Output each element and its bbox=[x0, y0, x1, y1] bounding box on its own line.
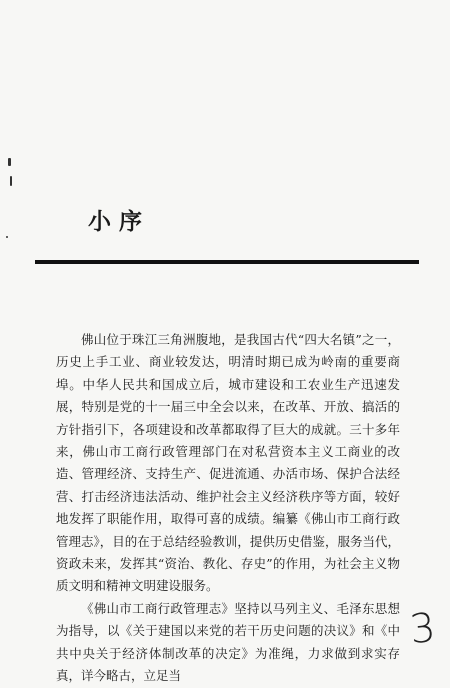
section-title: 小序 bbox=[88, 209, 150, 235]
scan-speck bbox=[10, 176, 12, 186]
paragraph: 《佛山市工商行政管理志》坚持以马列主义、毛泽东思想为指导，以《关于建国以来党的若干历史问题的决议》和《中共中央关于经济体制改革的决定》为准绳，力求做到求实存真，详今略古，立足当 bbox=[56, 600, 400, 684]
scan-speck bbox=[6, 236, 8, 238]
scan-speck bbox=[8, 158, 11, 166]
page-number: 3 bbox=[407, 604, 438, 654]
title-divider bbox=[35, 260, 419, 264]
paragraph: 佛山位于珠江三角洲腹地，是我国古代“四大名镇”之一，历史上手工业、商业较发达，明清时期已成为岭南的重要商埠。中华人民共和国成立后，城市建设和工农业生产迅速发展，特别是党的十一届三中全会以来，在改革、开放、搞活的方针指引下，各项建设和改革都取得了巨大的成就。三十多年来，佛山市工商行政管理部门在对私营资本主义工商业的改造、管理经济、支持生产、促进流通、办活市场、保护合法经营、打击经济违法活动、维护社会主义经济秩序等方面，较好地发挥了职能作用，取得可喜的成绩。编纂《佛山市工商行政管理志》，目的在于总结经验教训，提供历史借鉴，服务当代，资政未来，发挥其“资治、教化、存史”的作用，为社会主义物质文明和精神文明建设服务。 bbox=[56, 332, 400, 594]
body-text bbox=[56, 329, 400, 688]
